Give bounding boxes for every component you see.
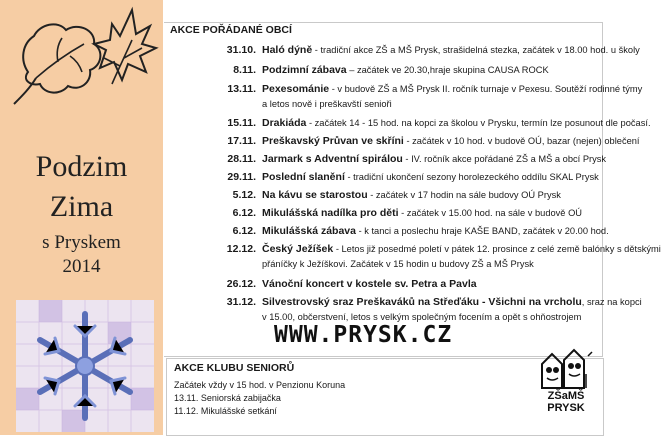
events-heading: AKCE POŘÁDANÉ OBCÍ [170,24,292,36]
event-desc: - začátek 14 - 15 hod. na kopci za školou v Prysku, termín lze posunout dle počasí. [306,118,651,128]
poster-year: 2014 [62,256,101,277]
event-title: Podzimní zábava [262,64,347,76]
event-title: Mikulášská nadílka pro děti [262,207,399,219]
event-desc-continued: v 15.00, občerstvení, letos s velkým společným focením a opět s ohňostrojem [262,312,582,322]
event-row [164,278,602,294]
event-date: 6.12. [232,207,256,219]
event-date: 26.12. [226,278,256,290]
event-row [164,44,640,60]
event-date: 12.12. [226,243,256,255]
event-date: 31.10. [226,44,256,56]
event-desc: - Letos již posedmé poletí v pátek 12. prosince z celé země balónky s dětskými [333,244,661,254]
event-desc: , sraz na kopci [581,297,642,307]
snowflake-quilt-illustration [16,300,154,432]
event-row [164,83,643,99]
event-date: 5.12. [232,189,256,201]
event-title: Vánoční koncert v kostele sv. Petra a Pavla [262,278,477,290]
event-title: Haló dýně [262,44,313,56]
event-title: Na kávu se starostou [262,189,368,201]
event-date: 28.11. [227,153,256,165]
senior-club-line: 11.12. Mikulášské setkání [174,406,277,416]
event-row [164,135,640,151]
event-title: Jarmark s Adventní spirálou [262,153,403,165]
senior-club-line: 13.11. Seniorská zabijačka [174,393,281,403]
event-desc: - tradiční ukončení sezony horolezeckého oddílu SKAL Prysk [344,172,599,182]
school-logo-text: ZŠaMŠ PRYSK [547,390,585,414]
event-title: Český Ježíšek [262,243,334,255]
event-desc: - v budově ZŠ a MŠ Prysk II. ročník turnaje v Pexesu. Soutěží rodinné týmy [329,84,643,94]
event-date: 31.12. [226,296,256,308]
event-desc: - tradiční akce ZŠ a MŠ Prysk, strašidelná stezka, začátek v 18.00 hod. u školy [312,45,640,55]
event-desc: – začátek ve 20.30,hraje skupina CAUSA ROCK [346,65,549,75]
event-date: 13.11. [227,83,256,95]
autumn-leaves-illustration [0,0,163,115]
event-row [164,64,602,80]
event-date: 15.11. [227,117,256,129]
event-row [164,207,602,223]
event-desc: - začátek v 10 hod. v budově OÚ, bazar (nejen) oblečení [403,136,640,146]
event-date: 29.11. [227,171,256,183]
senior-club-line: Začátek vždy v 15 hod. v Penzionu Koruna [174,380,346,390]
event-desc: - k tanci a poslechu hraje KAŠE BAND, začátek v 20.00 hod. [355,226,609,236]
event-row [164,117,651,133]
event-desc-continued: přáníčky k Ježíškovi. Začátek v 15 hodin u budovy ZŠ a MŠ Prysk [262,259,534,269]
event-date: 17.11. [227,135,256,147]
event-row [164,171,602,187]
event-row [164,225,609,241]
poster-title-podzim: Podzim [35,150,128,183]
event-row [164,153,607,169]
event-title: Mikulášská zábava [262,225,356,237]
event-desc: - začátek v 15.00 hod. na sále v budově OÚ [398,208,583,218]
event-desc-continued: a letos nově i preškavští senioři [262,99,392,109]
event-row [164,296,642,312]
event-date: 8.11. [233,64,256,76]
event-row [164,189,602,205]
event-desc: - IV. ročník akce pořádané ZŠ a MŠ a obcí Prysk [402,154,607,164]
poster-title-zima: Zima [49,190,114,223]
senior-club-heading: AKCE KLUBU SENIORŮ [174,362,295,374]
website-link[interactable]: WWW.PRYSK.CZ [274,322,453,348]
poster-subtitle: s Pryskem [42,232,121,253]
event-title: Preškavský Průvan ve skříni [262,135,404,147]
event-title: Pexesománie [262,83,330,95]
event-row [164,243,661,259]
event-desc: - začátek v 17 hodin na sále budovy OÚ Prysk [367,190,561,200]
event-title: Poslední slanění [262,171,345,183]
event-title: Drakiáda [262,117,307,129]
event-date: 6.12. [232,225,256,237]
event-title: Silvestrovský sraz Preškaváků na Střeďáku - Všichni na vrcholu [262,296,582,308]
